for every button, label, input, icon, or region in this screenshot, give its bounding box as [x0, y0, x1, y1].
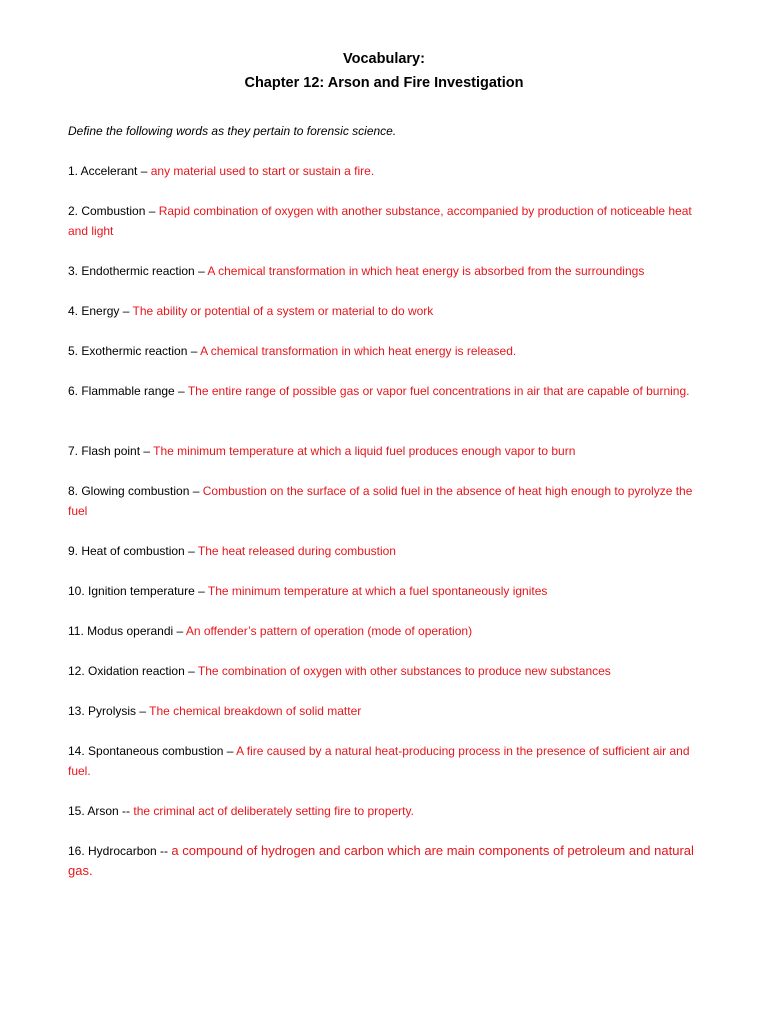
vocab-term: 9. Heat of combustion – — [68, 544, 198, 558]
vocab-term: 5. Exothermic reaction – — [68, 344, 201, 358]
vocab-entry-8 — [68, 481, 704, 521]
vocab-entry-5 — [68, 341, 704, 361]
vocab-definition: Combustion on the surface of a solid fuel in the absence of heat high enough to pyrolyze the fuel — [68, 484, 693, 518]
vocab-definition: A fire caused by a natural heat-producing process in the presence of sufficient air and fuel. — [68, 744, 690, 778]
vocab-term: 10. Ignition temperature – — [68, 584, 208, 598]
document-title: Vocabulary: — [343, 51, 425, 67]
vocab-term: 8. Glowing combustion – — [68, 484, 203, 498]
vocab-entry-7 — [68, 441, 704, 461]
vocab-term: 14. Spontaneous combustion – — [68, 744, 237, 758]
vocab-entry-6 — [68, 381, 704, 401]
vocab-term: 6. Flammable range – — [68, 384, 188, 398]
vocab-term: 15. Arson -- — [68, 804, 134, 818]
vocab-term: 1. Accelerant – — [68, 164, 151, 178]
vocab-definition: A chemical transformation in which heat energy is absorbed from the surroundings — [207, 264, 645, 278]
vocab-definition: A chemical transformation in which heat energy is released. — [200, 344, 517, 358]
vocab-term: 11. Modus operandi – — [68, 624, 186, 638]
vocab-entry-3 — [68, 261, 704, 281]
vocab-definition: any material used to start or sustain a fire. — [150, 164, 375, 178]
vocab-entry-1 — [68, 161, 704, 181]
instructions: Define the following words as they pertain to forensic science. — [68, 124, 397, 138]
vocab-entry-13 — [68, 701, 704, 721]
vocab-definition: The ability or potential of a system or material to do work — [132, 304, 434, 318]
vocab-definition: The combination of oxygen with other substances to produce new substances — [197, 664, 611, 678]
vocab-entry-14 — [68, 741, 704, 781]
vocab-entry-15 — [68, 801, 704, 821]
vocab-term: 2. Combustion – — [68, 204, 159, 218]
vocab-definition: Rapid combination of oxygen with another substance, accompanied by production of noticeable heat and light — [68, 204, 692, 238]
vocab-definition: The heat released during combustion — [197, 544, 396, 558]
vocab-entry-16 — [68, 841, 704, 881]
vocab-entry-2 — [68, 201, 704, 241]
vocab-term: 4. Energy – — [68, 304, 133, 318]
vocab-definition: The chemical breakdown of solid matter — [149, 704, 362, 718]
vocab-term: 7. Flash point – — [68, 444, 154, 458]
vocab-entry-12 — [68, 661, 704, 681]
vocab-term: 13. Pyrolysis – — [68, 704, 150, 718]
vocab-term: 3. Endothermic reaction – — [68, 264, 208, 278]
vocab-entry-11 — [68, 621, 704, 641]
vocab-definition: a compound of hydrogen and carbon which are main components of petroleum and natural gas. — [68, 843, 694, 878]
vocab-definition: The minimum temperature at which a fuel spontaneously ignites — [207, 584, 548, 598]
chapter-title: Chapter 12: Arson and Fire Investigation — [244, 75, 524, 91]
vocab-definition: the criminal act of deliberately setting fire to property. — [133, 804, 414, 818]
vocab-entry-4 — [68, 301, 704, 321]
vocab-entry-9 — [68, 541, 704, 561]
vocab-definition: The minimum temperature at which a liquid fuel produces enough vapor to burn — [153, 444, 576, 458]
vocab-term: 12. Oxidation reaction – — [68, 664, 198, 678]
vocab-term: 16. Hydrocarbon -- — [68, 844, 172, 858]
vocab-entry-10 — [68, 581, 704, 601]
vocab-definition: The entire range of possible gas or vapor fuel concentrations in air that are capable of burning. — [187, 384, 690, 398]
vocab-definition: An offender’s pattern of operation (mode of operation) — [185, 624, 473, 638]
